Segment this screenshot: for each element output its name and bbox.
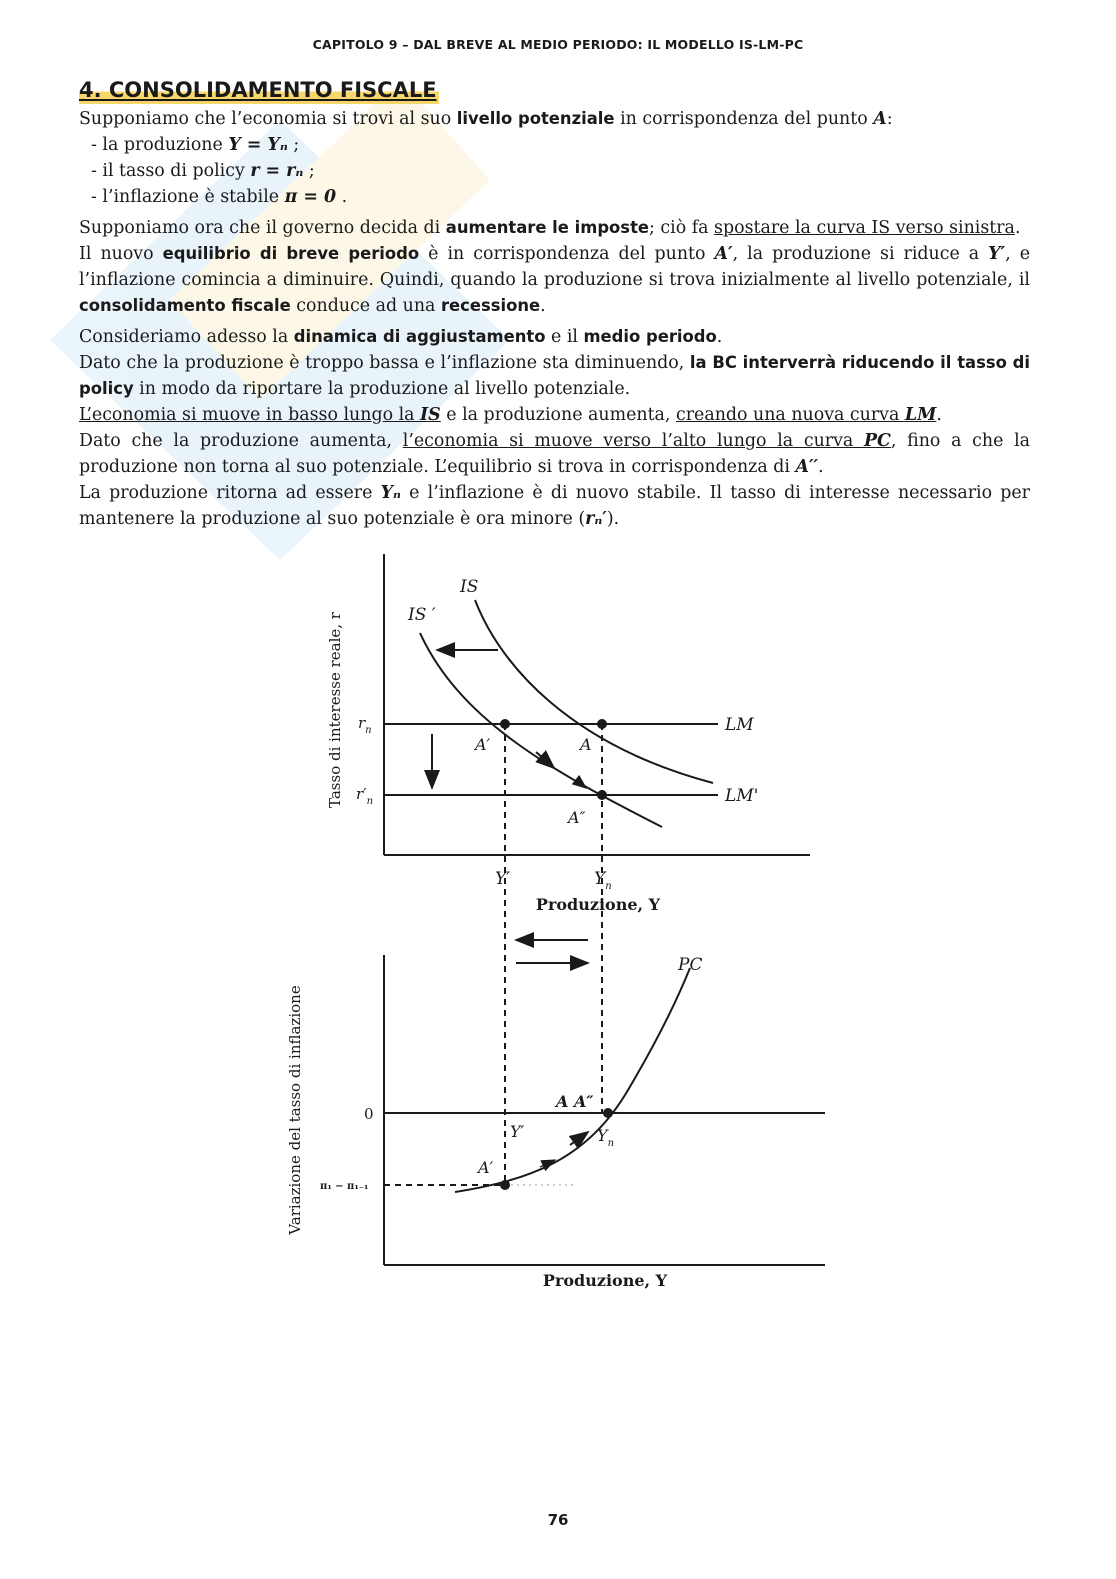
paragraph-central-bank: Dato che la produzione è troppo bassa e l’inflazione sta diminuendo, la BC interverrà riducendo il tasso di policy in modo da riportare la produzione al livello potenziale. [79, 353, 1030, 399]
lm-label: LM [725, 715, 754, 735]
is-curve [475, 600, 713, 783]
movement-along-is-arrow-small [576, 780, 586, 788]
movement-along-is-arrow [536, 752, 554, 768]
y-n-tick-label: $Y_n$ [594, 869, 612, 892]
pc-point-a-prime-label: A′ [478, 1158, 494, 1177]
pc-y-prime-label: Y′ [510, 1122, 525, 1141]
top-x-axis-label: Produzione, Y [535, 895, 661, 914]
section-title: 4. CONSOLIDAMENTO FISCALE [79, 78, 437, 102]
point-a-prime [500, 719, 510, 729]
is-lm-pc-figure [286, 540, 840, 1300]
intro-paragraph: Supponiamo che l’economia si trovi al suo livello potenziale in corrispondenza del punto A: [79, 109, 893, 129]
rn-tick-label: $r_n$ [358, 714, 372, 736]
top-y-axis-label: Tasso di interesse reale, r [326, 612, 344, 808]
paragraph-adjustment: Consideriamo adesso la dinamica di aggiustamento e il medio periodo. [79, 327, 723, 347]
bottom-y-axis-label: Variazione del tasso di inflazione [286, 985, 304, 1235]
rn-prime-tick-label: $r'_n$ [356, 785, 374, 807]
pc-point-a-prime [500, 1180, 510, 1190]
paragraph-short-run: Il nuovo equilibrio di breve periodo è in corrispondenza del punto A′, la produzione si riduce a Y′, e l’inflazione comincia a diminuire. Quindi, quando la produzione si trova inizialmente al livello potenziale, il consolidamento fiscale conduce ad una recessione. [79, 244, 1031, 316]
pc-label: PC [678, 955, 703, 975]
pc-point-a [603, 1108, 613, 1118]
paragraph-pc-movement: Dato che la produzione aumenta, l’economia si muove verso l’alto lungo la curva PC, fino a che la produzione non torna al suo potenziale. L’equilibrio si trova in corrispondenza di A′′. [79, 431, 1030, 477]
lm-prime-label: LM' [725, 786, 759, 806]
assumption-list [79, 132, 1030, 210]
paragraph-conclusion: La produzione ritorna ad essere Yₙ e l’inflazione è di nuovo stabile. Il tasso di interesse necessario per mantenere la produzione al suo potenziale è ora minore (rₙ′). [79, 483, 1030, 529]
list-item: - la produzione Y = Yₙ ; [91, 135, 300, 155]
paragraph-tax-increase: Supponiamo ora che il governo decida di aumentare le imposte; ciò fa spostare la curva IS verso sinistra. [79, 218, 1021, 238]
zero-tick-label: 0 [364, 1105, 374, 1123]
point-a-second-label: A″ [568, 808, 586, 827]
bottom-x-axis-label: Produzione, Y [542, 1271, 668, 1290]
is-prime-label: IS ′ [408, 605, 436, 625]
point-a [597, 719, 607, 729]
point-a-second [597, 790, 607, 800]
is-label: IS [460, 577, 479, 597]
pc-points-a-a-second-label: A A″ [556, 1092, 594, 1111]
point-a-label: A [580, 735, 592, 754]
pi-change-label: π₁ − π₁₋₁ [320, 1181, 369, 1192]
point-a-prime-label: A′ [475, 735, 491, 754]
chapter-header: CAPITOLO 9 – DAL BREVE AL MEDIO PERIODO: IL MODELLO IS-LM-PC [312, 37, 804, 52]
y-prime-tick-label: Y′ [495, 869, 511, 889]
list-item: - l’inflazione è stabile π = 0 . [91, 187, 348, 207]
paragraph-new-lm: L’economia si muove in basso lungo la IS e la produzione aumenta, creando una nuova curva LM. [79, 405, 942, 425]
page-content [79, 76, 1030, 532]
page-number: 76 [547, 1511, 569, 1529]
is-prime-curve [420, 633, 662, 827]
pc-y-n-label: $Y_n$ [597, 1126, 615, 1149]
list-item: - il tasso di policy r = rₙ ; [91, 161, 315, 181]
